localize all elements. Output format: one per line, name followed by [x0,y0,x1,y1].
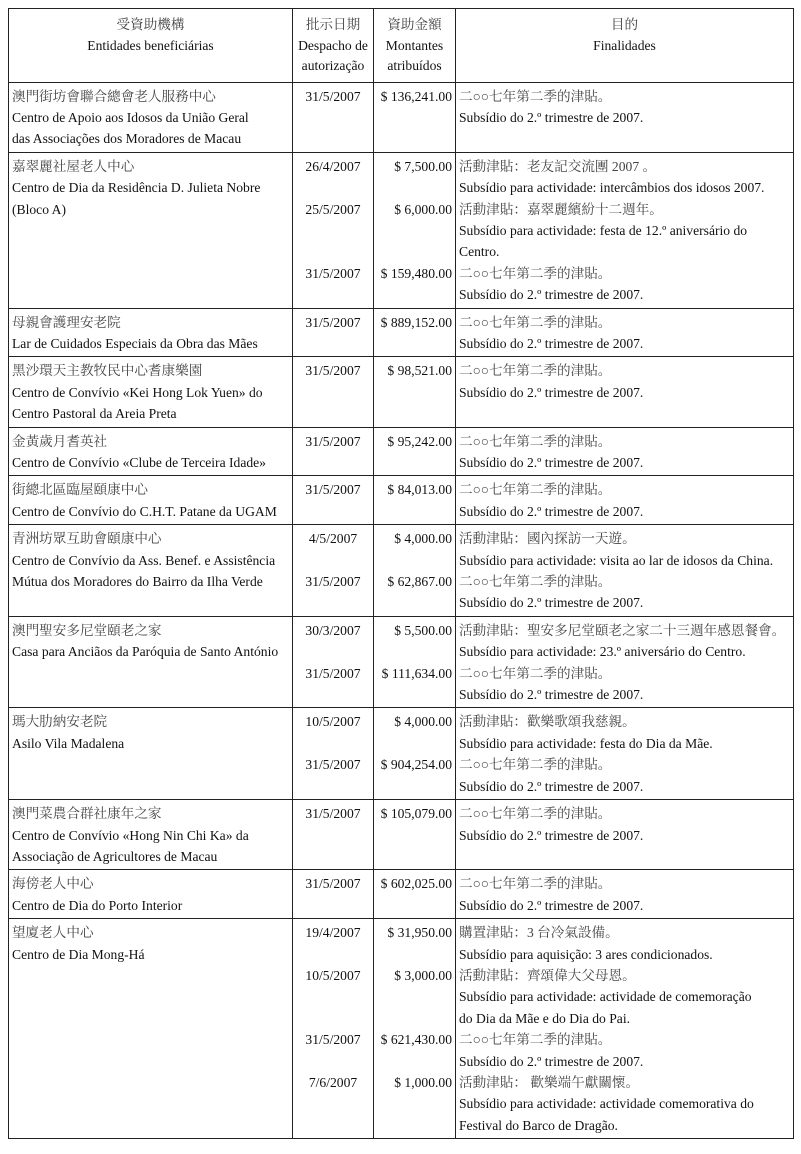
purpose-text-pt: Subsídio para actividade: actividade comemorativa do [459,1096,754,1112]
entity-name-pt: Centro de Convívio da Ass. Benef. e Assistência [12,552,276,568]
amount-cell [374,708,456,800]
authorization-date: 25/5/2007 [305,201,361,217]
authorization-date: 31/5/2007 [305,88,361,104]
header-amount-pt-2: atribuídos [387,58,442,73]
purpose-cell [456,152,794,308]
entity-name-pt: Centro de Dia Mong-Há [12,946,145,962]
amount-value: $ 98,521.00 [387,363,452,379]
entity-name-pt: Centro de Convívio do C.H.T. Patane da UGAM [12,503,277,519]
amount-value: $ 31,950.00 [387,925,452,941]
entity-cell [9,427,293,476]
amount-value: $ 105,079.00 [380,806,452,822]
spacer [296,1093,370,1114]
header-amount [374,9,456,83]
amount-cell [374,870,456,919]
entity-name-zh: 青洲坊眾互助會頤康中心 [12,531,162,547]
authorization-date: 31/5/2007 [305,665,361,681]
spacer [377,944,452,965]
entity-cell [9,525,293,617]
entity-name-pt: Lar de Cuidados Especiais da Obra das Mães [12,335,258,351]
purpose-text-pt: Subsídio do 2.º trimestre de 2007. [459,897,644,913]
entity-name-zh: 望廈老人中心 [12,925,94,941]
authorization-date: 31/5/2007 [305,876,361,892]
purpose-text-zh: 二○○七年第二季的津貼。 [459,806,612,822]
header-amount-zh: 資助金額 [387,17,442,32]
entity-cell [9,800,293,870]
date-cell [293,308,374,357]
amount-cell [374,427,456,476]
spacer [296,177,370,198]
header-row [9,9,794,83]
spacer [296,986,370,1007]
amount-value: $ 95,242.00 [387,433,452,449]
entity-name-pt: Centro de Convívio «Kei Hong Lok Yuen» do [12,384,263,400]
purpose-cell [456,476,794,525]
purpose-text-zh: 活動津貼： 歡樂端午獻關懷。 [459,1074,640,1090]
purpose-text-zh: 二○○七年第二季的津貼。 [459,363,612,379]
spacer [377,895,452,916]
spacer [377,592,452,613]
purpose-text-zh: 二○○七年第二季的津貼。 [459,482,612,498]
entity-name-zh: 黑沙環天主教牧民中心耆康樂園 [12,363,203,379]
amount-value: $ 5,500.00 [394,622,452,638]
entity-cell [9,919,293,1139]
header-entity-pt: Entidades beneficiárias [87,37,214,53]
purpose-cell [456,308,794,357]
entity-name-zh: 母親會護理安老院 [12,314,121,330]
authorization-date: 31/5/2007 [305,363,361,379]
entity-name-pt: Casa para Anciãos da Paróquia de Santo António [12,644,279,660]
authorization-date: 31/5/2007 [305,265,361,281]
amount-value: $ 62,867.00 [387,574,452,590]
purpose-text-pt: Subsídio do 2.º trimestre de 2007. [459,384,644,400]
spacer [377,1115,452,1136]
header-purpose [456,9,794,83]
spacer [377,1008,452,1029]
date-cell [293,708,374,800]
table-row [9,427,794,476]
spacer [377,241,452,262]
entity-name-zh: 街總北區臨屋頤康中心 [12,482,148,498]
purpose-text-pt: Subsídio para actividade: actividade de comemoração [459,989,752,1005]
purpose-cell [456,616,794,708]
purpose-text-zh: 二○○七年第二季的津貼。 [459,433,612,449]
date-cell [293,152,374,308]
authorization-date: 7/6/2007 [308,1074,358,1090]
spacer [296,733,370,754]
purpose-text-pt: Subsídio para actividade: festa de 12.º aniversário do [459,222,748,238]
authorization-date: 30/3/2007 [305,622,361,638]
spacer [377,333,452,354]
purpose-text-zh: 活動津貼：歡樂歌頌我慈親。 [459,714,636,730]
entity-cell [9,357,293,427]
amount-cell [374,616,456,708]
spacer [296,333,370,354]
amount-value: $ 1,000.00 [394,1074,452,1090]
spacer [377,220,452,241]
amount-value: $ 3,000.00 [394,967,452,983]
amount-value: $ 159,480.00 [380,265,452,281]
purpose-text-zh: 二○○七年第二季的津貼。 [459,757,612,773]
authorization-date: 31/5/2007 [305,757,361,773]
spacer [377,1093,452,1114]
purpose-text-zh: 活動津貼：老友記交流團 2007 。 [459,158,657,174]
purpose-cell [456,870,794,919]
subsidy-table [8,8,794,1139]
authorization-date: 26/4/2007 [305,158,361,174]
purpose-text-pt: Subsídio do 2.º trimestre de 2007. [459,287,644,303]
date-cell [293,427,374,476]
table-row [9,708,794,800]
amount-value: $ 136,241.00 [380,88,452,104]
amount-value: $ 84,013.00 [387,482,452,498]
amount-cell [374,800,456,870]
entity-cell [9,476,293,525]
purpose-cell [456,708,794,800]
purpose-text-pt: Subsídio para actividade: intercâmbios dos idosos 2007. [459,180,765,196]
amount-value: $ 602,025.00 [380,876,452,892]
entity-cell [9,82,293,152]
purpose-text-zh: 二○○七年第二季的津貼。 [459,314,612,330]
spacer [296,452,370,473]
spacer [377,776,452,797]
spacer [377,107,452,128]
entity-name-zh: 嘉翠麗社屋老人中心 [12,158,135,174]
header-entity [9,9,293,83]
entity-cell [9,870,293,919]
entity-name-zh: 澳門菜農合群社康年之家 [12,806,162,822]
entity-name-pt: Centro de Dia da Residência D. Julieta Nobre [12,180,261,196]
spacer [296,107,370,128]
table-row [9,525,794,617]
purpose-text-zh: 活動津貼：聖安多尼堂頤老之家二十三週年感恩餐會。 [459,622,786,638]
header-entity-zh: 受資助機構 [116,17,185,32]
purpose-text-zh: 活動津貼：嘉翠麗繽紛十二週年。 [459,201,663,217]
purpose-text-zh: 二○○七年第二季的津貼。 [459,876,612,892]
purpose-text-pt: Subsídio do 2.º trimestre de 2007. [459,503,644,519]
entity-name-pt: Centro de Dia do Porto Interior [12,897,183,913]
spacer [377,284,452,305]
purpose-cell [456,357,794,427]
entity-name-zh: 澳門聖安多尼堂頤老之家 [12,622,162,638]
entity-name-pt: Mútua dos Moradores do Bairro da Ilha Verde [12,574,263,590]
header-purpose-pt: Finalidades [593,37,656,53]
authorization-date: 10/5/2007 [305,714,361,730]
spacer [377,382,452,403]
amount-cell [374,525,456,617]
spacer [296,592,370,613]
entity-name-zh: 金黃歲月耆英社 [12,433,108,449]
spacer [377,1051,452,1072]
entity-cell [9,308,293,357]
table-row [9,152,794,308]
spacer [296,382,370,403]
purpose-text-zh: 二○○七年第二季的津貼。 [459,574,612,590]
purpose-text-pt: Subsídio do 2.º trimestre de 2007. [459,687,644,703]
amount-cell [374,476,456,525]
header-date [293,9,374,83]
date-cell [293,919,374,1139]
spacer [296,1008,370,1029]
amount-cell [374,82,456,152]
authorization-date: 10/5/2007 [305,967,361,983]
spacer [296,684,370,705]
entity-name-pt: Centro de Apoio aos Idosos da União Geral [12,109,249,125]
entity-name-pt: Centro de Convívio «Clube de Terceira Idade» [12,455,266,470]
purpose-text-zh: 購置津貼：3 台冷氣設備。 [459,925,619,941]
amount-cell [374,357,456,427]
purpose-text-pt: Subsídio do 2.º trimestre de 2007. [459,778,644,794]
authorization-date: 19/4/2007 [305,925,361,941]
date-cell [293,870,374,919]
entity-name-pt: Asilo Vila Madalena [12,735,125,751]
entity-cell [9,708,293,800]
amount-value: $ 111,634.00 [381,665,452,681]
purpose-text-zh: 二○○七年第二季的津貼。 [459,1032,612,1048]
spacer [296,641,370,662]
date-cell [293,800,374,870]
spacer [296,1115,370,1136]
header-purpose-zh: 目的 [610,17,639,32]
table-row [9,616,794,708]
entity-name-pt: (Bloco A) [12,201,66,217]
entity-name-pt: Associação de Agricultores de Macau [12,848,218,864]
purpose-text-pt: Subsídio do 2.º trimestre de 2007. [459,109,644,125]
spacer [296,895,370,916]
entity-name-zh: 海傍老人中心 [12,876,94,892]
purpose-text-zh: 二○○七年第二季的津貼。 [459,88,612,104]
spacer [296,1051,370,1072]
spacer [377,550,452,571]
purpose-text-pt: Subsídio para actividade: visita ao lar de idosos da China. [459,552,774,568]
amount-cell [374,308,456,357]
purpose-cell [456,800,794,870]
spacer [296,501,370,522]
purpose-text-pt: Subsídio para aquisição: 3 ares condicionados. [459,946,713,962]
amount-value: $ 6,000.00 [394,201,452,217]
table-row [9,308,794,357]
amount-value: $ 904,254.00 [380,757,452,773]
amount-value: $ 621,430.00 [380,1032,452,1048]
entity-name-pt: das Associações dos Moradores de Macau [12,131,242,147]
header-date-pt-1: Despacho de [298,37,368,53]
purpose-cell [456,427,794,476]
table-row [9,800,794,870]
entity-name-zh: 瑪大肋納安老院 [12,714,108,730]
spacer [296,944,370,965]
spacer [377,641,452,662]
spacer [296,550,370,571]
authorization-date: 31/5/2007 [305,574,361,590]
authorization-date: 31/5/2007 [305,433,361,449]
purpose-text-pt: Festival do Barco de Dragão. [459,1117,618,1133]
purpose-cell [456,82,794,152]
spacer [377,986,452,1007]
amount-cell [374,152,456,308]
date-cell [293,82,374,152]
purpose-text-pt: Subsídio do 2.º trimestre de 2007. [459,455,644,470]
purpose-text-pt: Subsídio do 2.º trimestre de 2007. [459,827,644,843]
authorization-date: 31/5/2007 [305,1032,361,1048]
purpose-text-pt: Subsídio para actividade: festa do Dia da Mãe. [459,735,713,751]
spacer [296,776,370,797]
spacer [296,241,370,262]
table-row [9,357,794,427]
authorization-date: 31/5/2007 [305,806,361,822]
amount-value: $ 4,000.00 [394,531,452,547]
table-body [9,82,794,1139]
table-row [9,476,794,525]
spacer [377,452,452,473]
spacer [377,501,452,522]
table-row [9,82,794,152]
purpose-text-pt: Subsídio do 2.º trimestre de 2007. [459,335,644,351]
spacer [377,177,452,198]
entity-cell [9,152,293,308]
date-cell [293,476,374,525]
amount-cell [374,919,456,1139]
purpose-text-pt: Subsídio do 2.º trimestre de 2007. [459,595,644,611]
date-cell [293,616,374,708]
spacer [296,220,370,241]
spacer [377,684,452,705]
date-cell [293,525,374,617]
purpose-cell [456,919,794,1139]
spacer [296,825,370,846]
spacer [296,284,370,305]
table-row [9,870,794,919]
entity-name-zh: 澳門街坊會聯合總會老人服務中心 [12,88,216,104]
purpose-text-pt: Subsídio do 2.º trimestre de 2007. [459,1053,644,1069]
purpose-text-pt: do Dia da Mãe e do Dia do Pai. [459,1010,631,1026]
amount-value: $ 7,500.00 [394,158,452,174]
purpose-text-zh: 二○○七年第二季的津貼。 [459,665,612,681]
entity-cell [9,616,293,708]
purpose-text-zh: 活動津貼：國內探訪一天遊。 [459,531,636,547]
amount-value: $ 889,152.00 [380,314,452,330]
authorization-date: 31/5/2007 [305,482,361,498]
spacer [377,733,452,754]
authorization-date: 4/5/2007 [308,531,358,547]
purpose-cell [456,525,794,617]
purpose-text-pt: Subsídio para actividade: 23.º aniversário do Centro. [459,644,746,660]
entity-name-pt: Centro de Convívio «Hong Nin Chi Ka» da [12,827,249,843]
header-date-pt-2: autorização [301,58,365,73]
authorization-date: 31/5/2007 [305,314,361,330]
entity-name-pt: Centro Pastoral da Areia Preta [12,406,177,422]
purpose-text-pt: Centro. [459,244,500,260]
amount-value: $ 4,000.00 [394,714,452,730]
spacer [377,825,452,846]
purpose-text-zh: 活動津貼：齊頌偉大父母恩。 [459,967,636,983]
header-date-zh: 批示日期 [305,17,361,32]
date-cell [293,357,374,427]
table-row [9,919,794,1139]
purpose-text-zh: 二○○七年第二季的津貼。 [459,265,612,281]
header-amount-pt-1: Montantes [385,37,444,53]
